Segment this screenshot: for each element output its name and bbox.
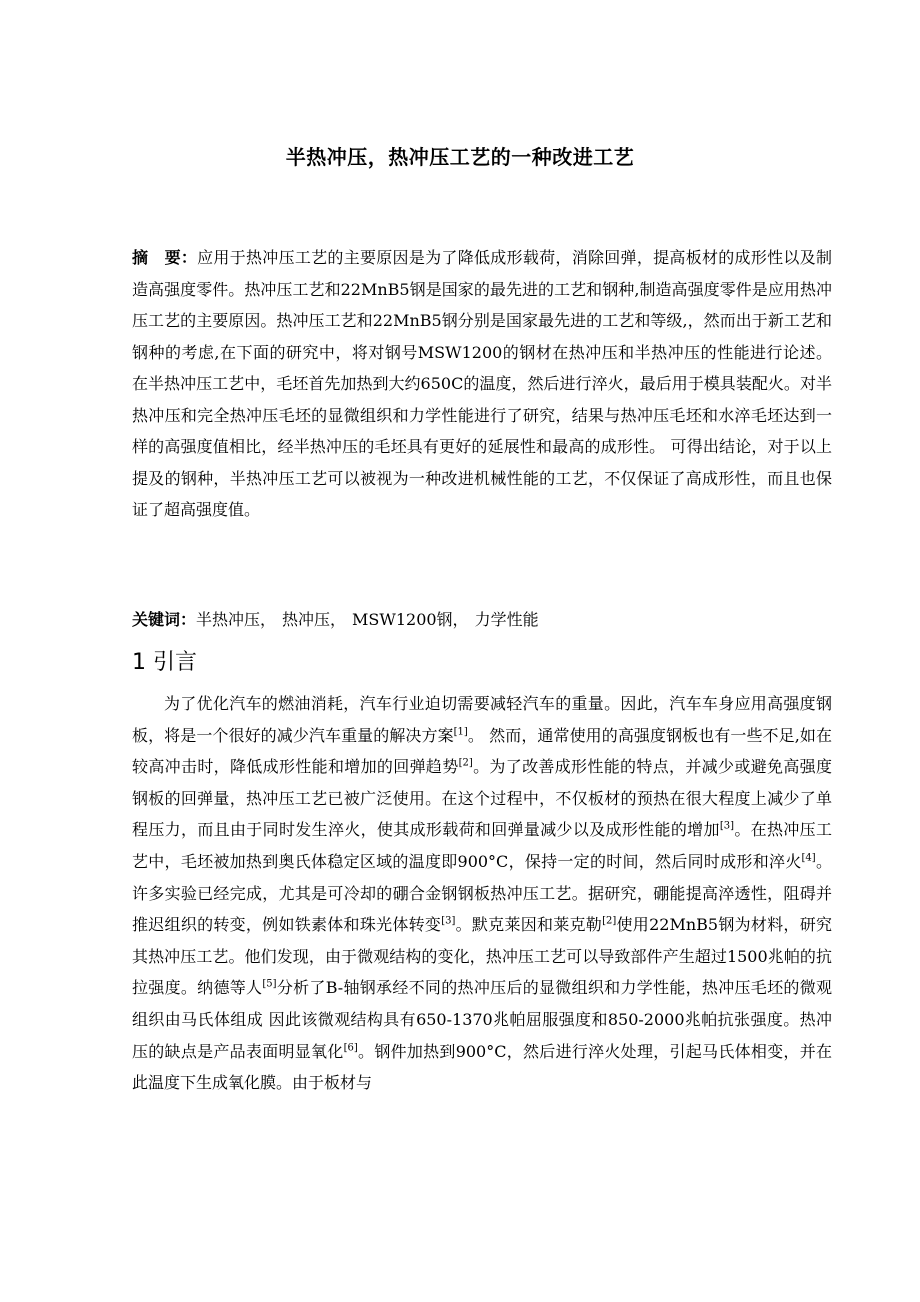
citation-ref: [6]: [343, 1042, 358, 1054]
citation-ref: [3]: [441, 915, 456, 927]
citation-ref: [3]: [719, 821, 734, 833]
citation-ref: [4]: [801, 852, 816, 864]
abstract-text: 应用于热冲压工艺的主要原因是为了降低成形载荷，消除回弹，提高板材的成形性以及制造高强度零件。热冲压工艺和22MnB5钢是国家的最先进的工艺和钢种,制造高强度零件是应用热冲压工艺的主要原因。热冲压工艺和22MnB5钢分别是国家最先进的工艺和等级,，然而出于新工艺和钢种的考虑,在下面的研究中，将对钢号MSW1200的钢材在热冲压和半热冲压的性能进行论述。 在半热冲压工艺中，毛坯首先加热到大约650C的温度，然后进行淬火，最后用于模具装配火。对半热冲压和完全热冲压毛坯的显微组织和力学性能进行了研究，结果与热冲压毛坯和水淬毛坯达到一样的高强度值相比，经半热冲压的毛坯具有更好的延展性和最高的成形性。 可得出结论，对于以上提及的钢种，半热冲压工艺可以被视为一种改进机械性能的工艺，不仅保证了高成形性，而且也保证了超高强度值。: [132, 248, 832, 519]
body-text-segment: 。 然而，通常使用的高强度钢板也有一些不足,如在较高冲击时，降低成形性能和增加的回弹趋势: [132, 725, 832, 777]
body-text-segment: 。在热冲压工艺中，毛坯被加热到奥氏体稳定区域的温度即900°C，保持一定的时间，然后同时成形和淬火: [132, 820, 832, 871]
body-text-segment: 。默克莱因和莱克勒: [455, 915, 603, 935]
body-text-segment: 使用22MnB5钢为材料，研究其热冲压工艺。他们发现，由于微观结构的变化，热冲压工艺可以导致部件产生超过1500兆帕的抗拉强度。纳德等人: [132, 915, 832, 998]
body-text-segment: 为了优化汽车的燃油消耗，汽车行业迫切需要减轻汽车的重量。因此，汽车车身应用高强度钢板，将是一个很好的减少汽车重量的解决方案: [132, 694, 832, 745]
keywords-label: 关键词：: [132, 610, 197, 629]
citation-ref: [5]: [262, 979, 277, 991]
body-text-segment: 分析了B-轴钢承经不同的热冲压后的显微组织和力学性能，热冲压毛坯的微观组织由马氏体组成 因此该微观结构具有650-1370兆帕屈服强度和850-2000兆帕抗张强度。热冲压的缺点是产品表面明显氧化: [132, 978, 832, 1061]
body-text-segment: 。为了改善成形性能的特点，并减少或避免高强度钢板的回弹量，热冲压工艺已被广泛使用。在这个过程中，不仅板材的预热在很大程度上减少了单程压力，而且由于同时发生淬火，使其成形载荷和回弹量减少以及成形性能的增加: [132, 757, 832, 840]
keyword-item: 半热冲压，: [196, 610, 277, 629]
abstract-paragraph: [132, 242, 832, 526]
section-heading-introduction: 1 引言: [132, 650, 197, 675]
body-text-segment: 。钢件加热到900°C，然后进行淬火处理，引起马氏体相变，并在此温度下生成氧化膜。由于板材与: [132, 1041, 832, 1093]
citation-ref: [2]: [602, 915, 617, 927]
abstract-label: 摘 要：: [132, 248, 198, 267]
citation-ref: [1]: [453, 726, 468, 738]
keywords-line: [132, 604, 832, 636]
body-text-segment: 。许多实验已经完成，尤其是可冷却的硼合金钢钢板热冲压工艺。据研究，硼能提高淬透性，阻碍并推迟组织的转变，例如铁素体和珠光体转变: [132, 851, 832, 935]
paper-title: 半热冲压，热冲压工艺的一种改进工艺: [285, 145, 635, 169]
keyword-item: MSW1200钢，: [352, 610, 469, 629]
keyword-item: 力学性能: [474, 610, 539, 629]
keyword-item: 热冲压，: [282, 610, 347, 629]
citation-ref: [2]: [458, 757, 473, 769]
introduction-paragraph: [132, 688, 832, 1099]
